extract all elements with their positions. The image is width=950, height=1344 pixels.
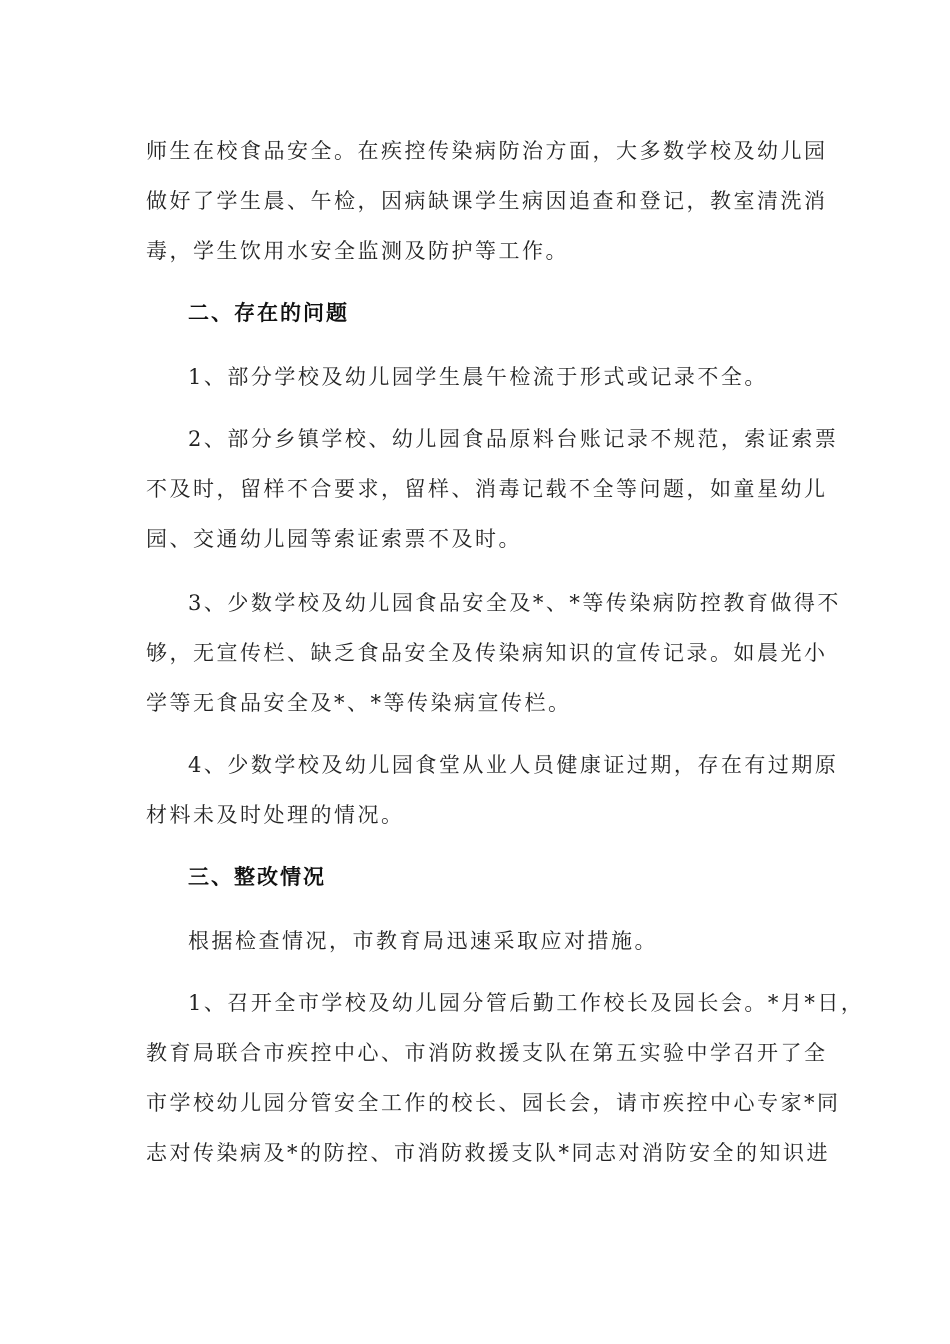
paragraph-line: 学等无食品安全及*、*等传染病宣传栏。 [146,691,572,715]
paragraph-line: 根据检查情况，市教育局迅速采取应对措施。 [188,929,658,953]
paragraph-rectification-intro [146,916,808,966]
paragraph-line: 毒，学生饮用水安全监测及防护等工作。 [146,239,569,263]
paragraph-line: 师生在校食品安全。在疾控传染病防治方面，大多数学校及幼儿园 [146,139,828,163]
paragraph-line: 4、少数学校及幼儿园食堂从业人员健康证过期，存在有过期原 [188,753,839,777]
paragraph-line: 3、少数学校及幼儿园食品安全及*、*等传染病防控教育做得不 [188,591,841,615]
paragraph-line: 2、部分乡镇学校、幼儿园食品原料台账记录不规范，索证索票 [188,427,839,451]
paragraph-line: 园、交通幼儿园等索证索票不及时。 [146,527,522,551]
paragraph-line: 1、召开全市学校及幼儿园分管后勤工作校长及园长会。*月*日， [188,991,865,1015]
paragraph-line: 材料未及时处理的情况。 [146,803,405,827]
paragraph-problem-1 [146,352,808,402]
paragraph-line: 志对传染病及*的防控、市消防救援支队*同志对消防安全的知识进 [146,1141,830,1165]
paragraph-problem-2 [146,414,839,564]
paragraph-line: 1、部分学校及幼儿园学生晨午检流于形式或记录不全。 [188,365,768,389]
paragraph-line: 市学校幼儿园分管安全工作的校长、园长会，请市疾控中心专家*同 [146,1091,841,1115]
paragraph-line: 做好了学生晨、午检，因病缺课学生病因追查和登记，教室清洗消 [146,189,828,213]
paragraph-rectification-1 [146,978,865,1178]
paragraph-line: 够，无宣传栏、缺乏食品安全及传染病知识的宣传记录。如晨光小 [146,641,828,665]
paragraph-food-safety-continued [146,126,828,276]
paragraph-line: 不及时，留样不合要求，留样、消毒记载不全等问题，如童星幼儿 [146,477,828,501]
paragraph-problem-4 [146,740,839,840]
section-heading-rectification: 三、整改情况 [188,865,326,889]
paragraph-problem-3 [146,578,841,728]
section-heading-problems: 二、存在的问题 [188,301,349,325]
paragraph-line: 教育局联合市疾控中心、市消防救援支队在第五实验中学召开了全 [146,1041,828,1065]
